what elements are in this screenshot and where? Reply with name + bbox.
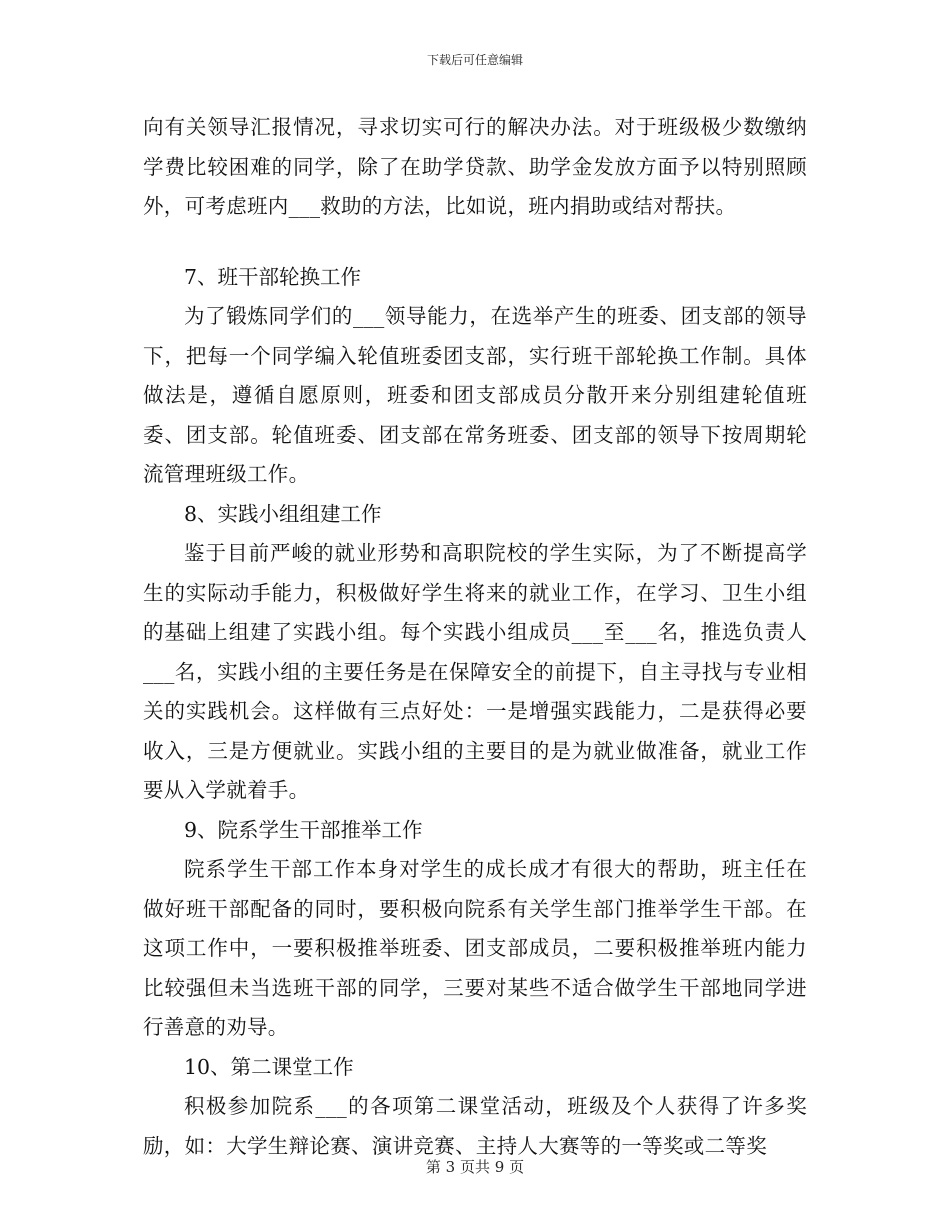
section-heading-8: 8、实践小组组建工作 (184, 501, 382, 526)
section-heading-7: 7、班干部轮换工作 (184, 264, 362, 289)
section-heading-10: 10、第二课堂工作 (184, 1054, 354, 1079)
section-heading-9: 9、院系学生干部推举工作 (184, 817, 423, 842)
document-body (143, 108, 807, 1166)
page-header: 下载后可任意编辑 (426, 53, 523, 67)
section-body-8: 鉴于目前严峻的就业形势和高职院校的学生实际，为了不断提高学生的实际动手能力，积极做好学生将来的就业工作，在学习、卫生小组的基础上组建了实践小组。每个实践小组成员___至___名，推选负责人___名，实践小组的主要任务是在保障安全的前提下，自主寻找与专业相关的实践机会。这样做有三点好处：一是增强实践能力，二是获得必要收入，三是方便就业。实践小组的主要目的是为就业做准备，就业工作要从入学就着手。 (143, 541, 807, 802)
section-body-10: 积极参加院系___的各项第二课堂活动，班级及个人获得了许多奖励，如：大学生辩论赛、演讲竞赛、主持人大赛等的一等奖或二等奖 (143, 1094, 807, 1158)
section-body-7: 为了锻炼同学们的___领导能力，在选举产生的班委、团支部的领导下，把每一个同学编入轮值班委团支部，实行班干部轮换工作制。具体做法是，遵循自愿原则，班委和团支部成员分散开来分别组建轮值班委、团支部。轮值班委、团支部在常务班委、团支部的领导下按周期轮流管理班级工作。 (143, 304, 807, 486)
page-number: 第 3 页共 9 页 (425, 1158, 525, 1176)
section-body-9: 院系学生干部工作本身对学生的成长成才有很大的帮助，班主任在做好班干部配备的同时，要积极向院系有关学生部门推举学生干部。在这项工作中，一要积极推举班委、团支部成员，二要积极推举班内能力比较强但未当选班干部的同学，三要对某些不适合做学生干部地同学进行善意的劝导。 (143, 857, 807, 1039)
paragraph-gap (143, 227, 807, 258)
intro-paragraph: 向有关领导汇报情况，寻求切实可行的解决办法。对于班级极少数缴纳学费比较困难的同学，除了在助学贷款、助学金发放方面予以特别照顾外，可考虑班内___救助的方法，比如说，班内捐助或结对帮扶。 (143, 115, 807, 218)
